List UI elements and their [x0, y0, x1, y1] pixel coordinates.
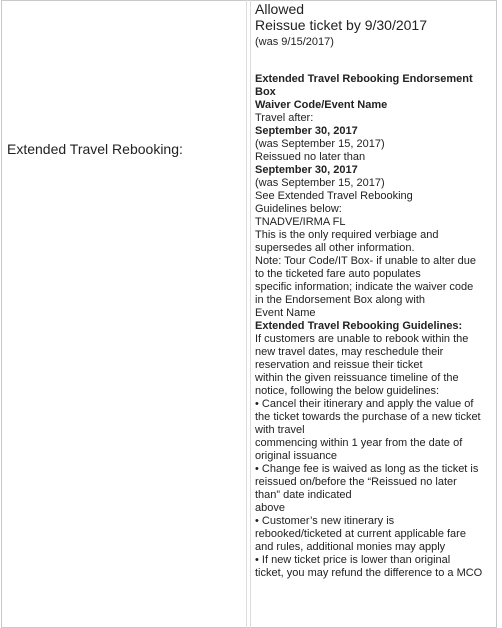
bullet-line: than” date indicated [255, 489, 352, 501]
bullet-line: commencing within 1 year from the date of [255, 437, 463, 449]
policy-details [255, 0, 495, 580]
endorsement-heading: Extended Travel Rebooking Endorsement [255, 73, 473, 85]
previous-deadline: (was 9/15/2017) [255, 36, 334, 48]
note-line: Note: Tour Code/IT Box- if unable to alter due [255, 255, 476, 267]
note-line: in the Endorsement Box along with [255, 294, 425, 306]
row-label: Extended Travel Rebooking: [7, 141, 183, 157]
travel-after-was: (was September 15, 2017) [255, 138, 385, 150]
bullet-line: • If new ticket price is lower than original [255, 554, 451, 566]
label-cell [3, 0, 247, 628]
bullet-line: • Customer’s new itinerary is [255, 515, 395, 527]
bullet-line: • Change fee is waived as long as the ticket is [255, 463, 479, 475]
note-line: to the ticketed fare auto populates [255, 268, 421, 280]
allowed-status: Allowed [255, 1, 305, 17]
bullet-line: reissued on/before the “Reissued no later [255, 476, 457, 488]
guideline-line: within the given reissuance timeline of the [255, 372, 459, 384]
guideline-line: new travel dates, may reschedule their [255, 346, 444, 358]
reissued-label: Reissued no later than [255, 151, 366, 163]
bullet-line: above [255, 502, 285, 514]
see-guidelines-cont: Guidelines below: [255, 203, 342, 215]
travel-after-label: Travel after: [255, 112, 314, 124]
guideline-line: reservation and reissue their ticket [255, 359, 423, 371]
note-line: Event Name [255, 307, 316, 319]
reissue-deadline: Reissue ticket by 9/30/2017 [255, 17, 427, 33]
guidelines-heading: Extended Travel Rebooking Guidelines: [255, 320, 463, 332]
guideline-line: notice, following the below guidelines: [255, 385, 440, 397]
travel-after-date: September 30, 2017 [255, 125, 358, 137]
waiver-code: TNADVE/IRMA FL [255, 216, 346, 228]
bullet-line: rebooked/ticketed at current applicable fare [255, 528, 466, 540]
note-line: specific information; indicate the waiver code [255, 281, 474, 293]
bullet-line: and rules, additional monies may apply [255, 541, 446, 553]
bullet-line: ticket, you may refund the difference to a MCO [255, 567, 483, 579]
see-guidelines: See Extended Travel Rebooking [255, 190, 413, 202]
bullet-line: original issuance [255, 450, 337, 462]
endorsement-heading-cont: Box [255, 86, 276, 98]
bullet-line: with travel [255, 424, 305, 436]
required-verbiage: This is the only required verbiage and [255, 229, 439, 241]
bullet-line: the ticket towards the purchase of a new ticket [255, 411, 481, 423]
required-verbiage-cont: supersedes all other information. [255, 242, 415, 254]
reissued-was: (was September 15, 2017) [255, 177, 385, 189]
reissued-date: September 30, 2017 [255, 164, 358, 176]
guideline-line: If customers are unable to rebook within the [255, 333, 469, 345]
bullet-line: • Cancel their itinerary and apply the value of [255, 398, 474, 410]
waiver-heading: Waiver Code/Event Name [255, 99, 388, 111]
